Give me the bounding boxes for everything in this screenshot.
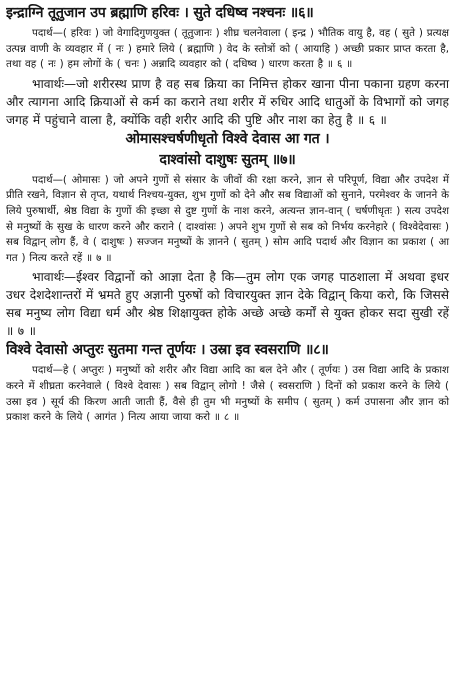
verse-6-mantra: इन्द्राग्नि तूतुजान उप ब्रह्माणि हरिवः । सुते दधिष्व नश्चनः ॥६॥ (6, 5, 314, 21)
verse-8-padartha: पदार्थ—हे ( अप्तुरः ) मनुष्यों को शरीर और विद्या आदि का बल देने और ( तूर्णयः ) उस विद्या आदि के प्रकाश करने में शीघ्रता करनेवाले ( विश्वे देवासः ) सब विद्वान् लोगो ! जैसे ( स्वसराणि ) दिनों को प्रकाश करने के लिये ( उस्रा इव ) सूर्य की किरण आती जाती हैं, वैसे ही तुम भी मनुष्यों के समीप ( सुतम् ) कर्म उपासना और ज्ञान को प्रकाश करने के लिये ( आगंत ) नित्य आया जाया करो ॥ ८ ॥ (6, 364, 449, 424)
verse-7-padartha: पदार्थ—( ओमासः ) जो अपने गुणों से संसार के जीवों की रक्षा करने, ज्ञान से परिपूर्ण, विद्या और उपदेश में प्रीति रखने, विज्ञान से तृप्त, यथार्थ निश्चय-युक्त, शुभ गुणों को देने और सब विद्याओं को सुनाने, परमेश्वर के जानने के लिये पुरुषार्थी, श्रेष्ठ विद्या के गुणों की इच्छा से दुष्ट गुणों के नाश करने, अत्यन्त ज्ञान-वान् ( चर्षणीधृतः ) सत्य उपदेश से मनुष्यों के सुख के धारण करने और कराने ( दाश्वांसः ) अपने शुभ गुणों से सब को निर्भय करनेहारे ( विश्वेदेवासः ) सब विद्वान् लोग हैं, वे ( दाशुषः ) सज्जन मनुष्यों के ज्ञानने ( सुतम् ) सोम आदि पदार्थ और विज्ञान का प्रकाश ( आ गत ) नित्य करते रहें ॥ ७ ॥ (6, 173, 449, 264)
verse-7-mantra-line-2: दाश्वांसो दाशुषः सुतम् ॥७॥ (159, 151, 296, 168)
verse-6-padartha: पदार्थ—( हरिवः ) जो वेगादिगुणयुक्त ( तूतुजानः ) शीघ्र चलनेवाला ( इन्द्र ) भौतिक वायु है, वह ( सुते ) प्रत्यक्ष उत्पन्न वाणी के व्यवहार में ( नः ) हमारे लिये ( ब्रह्माणि ) वेद के स्तोत्रों को ( आयाहि ) अच्छी प्रकार प्राप्त करता है, तथा वह ( नः ) हम लोगों के ( चनः ) अन्नादि व्यवहार को ( दधिष्व ) धारण करता है ॥ ६ ॥ (6, 27, 449, 71)
verse-7-bhavartha: भावार्थः—ईश्वर विद्वानों को आज्ञा देता है कि—तुम लोग एक जगह पाठशाला में अथवा इधर उधर देशदेशान्तरों में भ्रमते हुए अज्ञानी पुरुषों को विचारयुक्त ज्ञान देके विद्वान् किया करो, कि जिससे सब मनुष्य लोग विद्या धर्म और श्रेष्ठ शिक्षायुक्त होके अच्छे अच्छे कर्मों से युक्त होकर सदा सुखी रहें ॥ ७ ॥ (6, 270, 449, 339)
verse-7-mantra-line-1: ओमासश्चर्षणीधृतो विश्वे देवास आ गत । (125, 130, 330, 147)
verse-6-bhavartha: भावार्थः—जो शरीरस्थ प्राण है वह सब क्रिया का निमित्त होकर खाना पीना पकाना ग्रहण करना और त्यागना आदि क्रियाओं से कर्म का कराने तथा शरीर में रुधिर आदि धातुओं के विभागों को जगह जगह में पहुंचाने वाला है, क्योंकि वही शरीर आदि की पुष्टि और नाश का हेतु है ॥ ६ ॥ (6, 76, 449, 127)
verse-8-mantra: विश्वे देवासो अप्तुरः सुतमा गन्त तूर्णयः । उस्रा इव स्वसराणि ॥८॥ (6, 342, 329, 359)
